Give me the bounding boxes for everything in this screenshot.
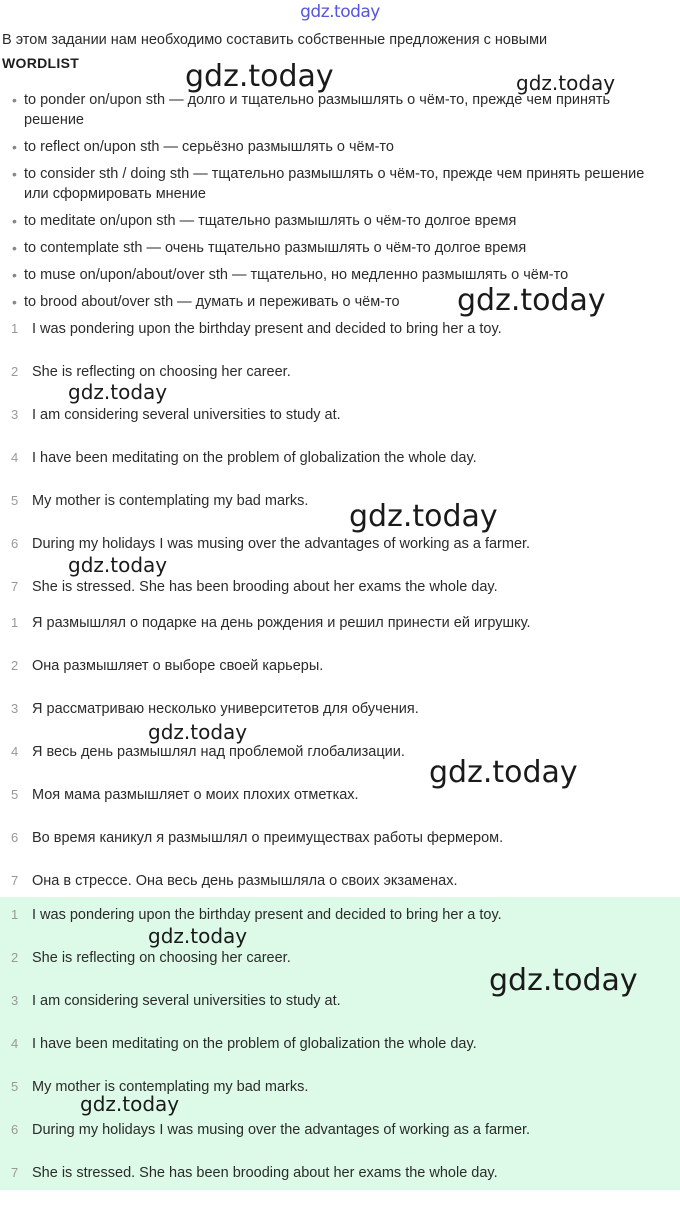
- sentence-number: 6: [11, 536, 19, 551]
- wordlist-item-text: to contemplate sth — очень тщательно размышлять о чём-то долгое время: [24, 240, 527, 256]
- sentence-text: I was pondering upon the birthday present and decided to bring her a toy.: [32, 321, 502, 337]
- sentence-text: Я размышлял о подарке на день рождения и решил принести ей игрушку.: [32, 615, 531, 631]
- task-intro: В этом задании нам необходимо составить собственные предложения с новыми: [2, 32, 548, 48]
- sentence-text: My mother is contemplating my bad marks.: [32, 493, 309, 509]
- sentence-number: 1: [11, 615, 19, 630]
- wordlist-item: [0, 164, 672, 204]
- sentence-row: [0, 1120, 680, 1163]
- sentence-number: 4: [11, 1036, 19, 1051]
- sentence-text: My mother is contemplating my bad marks.: [32, 1079, 309, 1095]
- bullet-icon: •: [12, 240, 17, 256]
- sentence-number: 3: [11, 701, 19, 716]
- sentence-row: [0, 1034, 680, 1077]
- wordlist-item: [0, 238, 672, 258]
- watermark: gdz.today: [80, 1092, 180, 1116]
- sentence-number: 1: [11, 321, 19, 336]
- bullet-icon: •: [12, 139, 17, 155]
- sentence-text: She is reflecting on choosing her career.: [32, 950, 291, 966]
- sentence-number: 2: [11, 364, 19, 379]
- sentence-text: Я весь день размышлял над проблемой глобализации.: [32, 744, 405, 760]
- sentence-text: Моя мама размышляет о моих плохих отметках.: [32, 787, 359, 803]
- sentence-number: 4: [11, 450, 19, 465]
- bullet-icon: •: [12, 267, 17, 283]
- sentence-row: [0, 491, 680, 534]
- sentence-number: 1: [11, 907, 19, 922]
- sentence-row: [0, 699, 680, 742]
- sentence-number: 2: [11, 950, 19, 965]
- sentence-text: Она размышляет о выборе своей карьеры.: [32, 658, 324, 674]
- sentence-text: During my holidays I was musing over the advantages of working as a farmer.: [32, 536, 531, 552]
- watermark: gdz.today: [68, 380, 168, 404]
- sentence-row: [0, 742, 680, 785]
- wordlist-item-text: to muse on/upon/about/over sth — тщательно, но медленно размышлять о чём-то: [24, 267, 569, 283]
- sentence-number: 7: [11, 1165, 19, 1180]
- sentence-number: 6: [11, 830, 19, 845]
- sentence-row: [0, 828, 680, 871]
- wordlist-item-text: to brood about/over sth — думать и переживать о чём-то: [24, 294, 400, 310]
- sentence-text: During my holidays I was musing over the advantages of working as a farmer.: [32, 1122, 531, 1138]
- watermark: gdz.today: [349, 499, 498, 534]
- wordlist-item-text: to reflect on/upon sth — серьёзно размышлять о чём-то: [24, 139, 394, 155]
- bullet-icon: •: [12, 166, 17, 182]
- sentence-row: [0, 785, 680, 828]
- sentence-row: [0, 905, 680, 948]
- sentence-number: 5: [11, 493, 19, 508]
- sentence-text: I have been meditating on the problem of globalization the whole day.: [32, 450, 477, 466]
- watermark: gdz.today: [457, 283, 606, 318]
- wordlist-item: [0, 211, 672, 231]
- russian-sentences: [0, 613, 680, 899]
- sentence-row: [0, 319, 680, 362]
- highlighted-sentences: [0, 897, 680, 1190]
- site-header[interactable]: gdz.today: [300, 2, 380, 22]
- sentence-text: She is stressed. She has been brooding about her exams the whole day.: [32, 579, 498, 595]
- sentence-number: 6: [11, 1122, 19, 1137]
- sentence-row: [0, 448, 680, 491]
- sentence-text: I am considering several universities to study at.: [32, 407, 341, 423]
- wordlist-title: WORDLIST: [2, 55, 80, 71]
- watermark: gdz.today: [148, 720, 248, 744]
- sentence-text: I was pondering upon the birthday present and decided to bring her a toy.: [32, 907, 502, 923]
- watermark: gdz.today: [489, 963, 638, 998]
- sentence-number: 5: [11, 1079, 19, 1094]
- watermark: gdz.today: [516, 71, 616, 95]
- watermark: gdz.today: [68, 553, 168, 577]
- wordlist-item-text: to consider sth / doing sth — тщательно размышлять о чём-то, прежде чем принять решение или сформировать мнение: [24, 166, 645, 202]
- sentence-number: 4: [11, 744, 19, 759]
- sentence-number: 7: [11, 873, 19, 888]
- bullet-icon: •: [12, 213, 17, 229]
- sentence-text: Во время каникул я размышлял о преимуществах работы фермером.: [32, 830, 504, 846]
- bullet-icon: •: [12, 92, 17, 108]
- sentence-text: She is reflecting on choosing her career.: [32, 364, 291, 380]
- sentence-row: [0, 1163, 680, 1206]
- sentence-number: 5: [11, 787, 19, 802]
- sentence-text: She is stressed. She has been brooding about her exams the whole day.: [32, 1165, 498, 1181]
- wordlist-item-text: to ponder on/upon sth — долго и тщательно размышлять о чём-то, прежде чем принять решение: [24, 92, 611, 128]
- sentence-row: [0, 656, 680, 699]
- sentence-text: I am considering several universities to study at.: [32, 993, 341, 1009]
- sentence-text: Я рассматриваю несколько университетов для обучения.: [32, 701, 419, 717]
- sentence-text: Она в стрессе. Она весь день размышляла о своих экзаменах.: [32, 873, 458, 889]
- wordlist-item: [0, 265, 672, 285]
- sentence-text: I have been meditating on the problem of globalization the whole day.: [32, 1036, 477, 1052]
- wordlist-item-text: to meditate on/upon sth — тщательно размышлять о чём-то долгое время: [24, 213, 517, 229]
- sentence-row: [0, 405, 680, 448]
- sentence-number: 2: [11, 658, 19, 673]
- watermark: gdz.today: [148, 924, 248, 948]
- wordlist-item: [0, 90, 672, 130]
- sentence-number: 7: [11, 579, 19, 594]
- sentence-number: 3: [11, 993, 19, 1008]
- sentence-number: 3: [11, 407, 19, 422]
- watermark: gdz.today: [429, 755, 578, 790]
- wordlist-item: [0, 137, 672, 157]
- watermark: gdz.today: [185, 59, 334, 94]
- sentence-row: [0, 613, 680, 656]
- bullet-icon: •: [12, 294, 17, 310]
